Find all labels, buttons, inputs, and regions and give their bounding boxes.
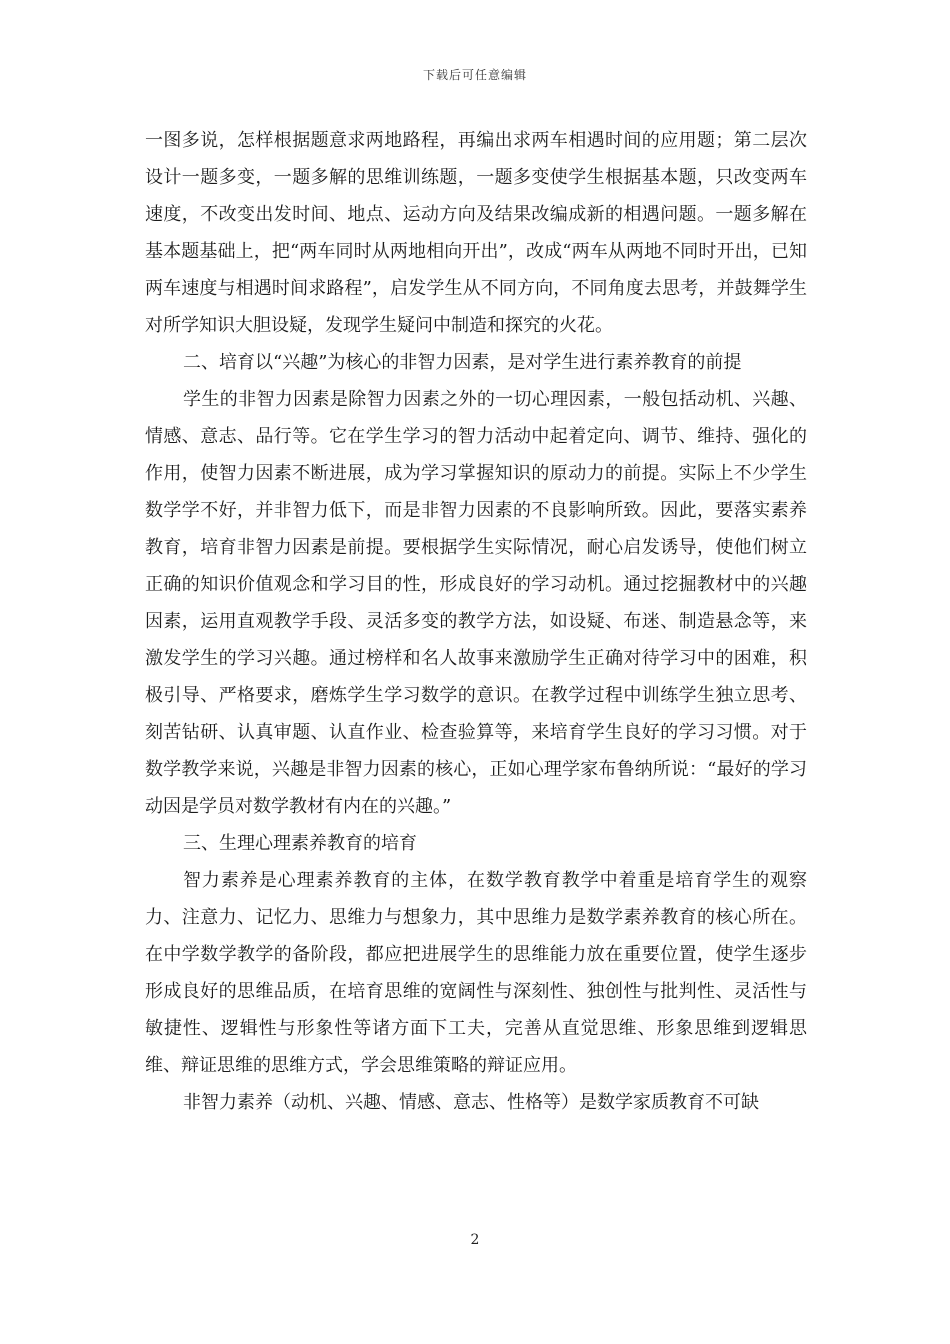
page-header: 下载后可任意编辑	[422, 68, 527, 82]
paragraph: 学生的非智力因素是除智力因素之外的一切心理因素，一般包括动机、兴趣、情感、意志、品行等。它在学生学习的智力活动中起着定向、调节、维持、强化的作用，使智力因素不断进展，成为学习掌握知识的原动力的前提。实际上不少学生数学学不好，并非智力低下，而是非智力因素的不良影响所致。因此，要落实素养教育，培育非智力因素是前提。要根据学生实际情况，耐心启发诱导，使他们树立正确的知识价值观念和学习目的性，形成良好的学习动机。通过挖掘教材中的兴趣因素，运用直观教学手段、灵活多变的教学方法，如设疑、布迷、制造悬念等，来激发学生的学习兴趣。通过榜样和名人故事来激励学生正确对待学习中的困难，积极引导、严格要求，磨炼学生学习数学的意识。在教学过程中训练学生独立思考、刻苦钻研、认真审题、认直作业、检查验算等，来培育学生良好的学习习惯。对于数学教学来说，兴趣是非智力因素的核心，正如心理学家布鲁纳所说：“最好的学习动因是学员对数学教材有内在的兴趣。”	[145, 389, 807, 817]
paragraph: 一图多说，怎样根据题意求两地路程，再编出求两车相遇时间的应用题；第二层次设计一题多变，一题多解的思维训练题，一题多变使学生根据基本题，只改变两车速度，不改变出发时间、地点、运动方向及结果改编成新的相遇问题。一题多解在基本题基础上，把“两车同时从两地相向开出”，改成“两车从两地不同时开出，已知两车速度与相遇时间求路程”，启发学生从不同方向，不同角度去思考，并鼓舞学生对所学知识大胆设疑，发现学生疑问中制造和探究的火花。	[145, 130, 807, 336]
paragraph: 智力素养是心理素养教育的主体，在数学教育教学中着重是培育学生的观察力、注意力、记忆力、思维力与想象力，其中思维力是数学素养教育的核心所在。在中学数学教学的备阶段，都应把进展学生的思维能力放在重要位置，使学生逐步形成良好的思维品质，在培育思维的宽阔性与深刻性、独创性与批判性、灵活性与敏捷性、逻辑性与形象性等诸方面下工夫，完善从直觉思维、形象思维到逻辑思维、辩证思维的思维方式，学会思维策略的辩证应用。	[145, 870, 807, 1076]
section-heading: 三、生理心理素养教育的培育	[183, 833, 417, 854]
page-number: 2	[470, 1232, 480, 1248]
section-heading: 二、培育以“兴趣”为核心的非智力因素，是对学生进行素养教育的前提	[183, 352, 742, 373]
paragraph: 非智力素养（动机、兴趣、情感、意志、性格等）是数学家质教育不可缺	[183, 1092, 759, 1113]
document-body	[145, 122, 807, 1121]
